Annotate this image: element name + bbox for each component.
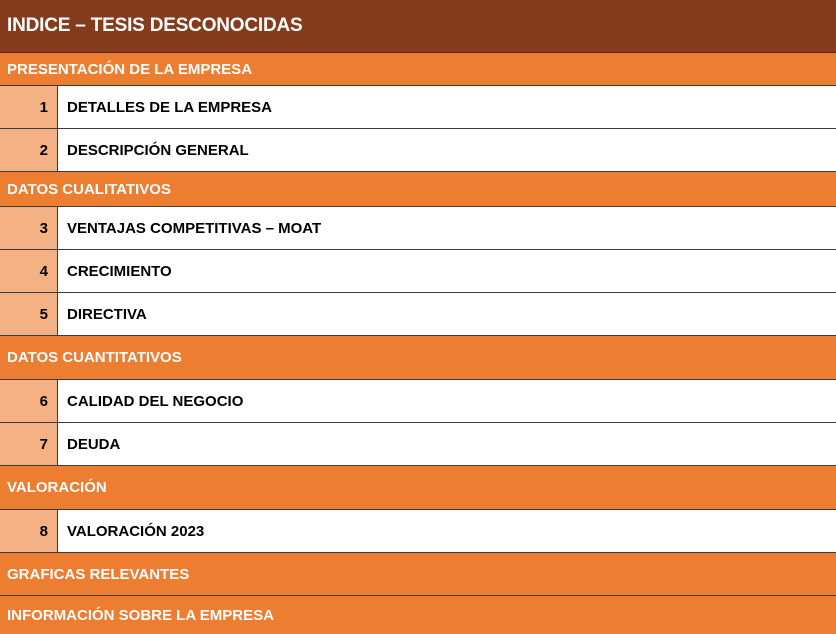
row-number: 3 xyxy=(0,207,58,249)
section-valoracion[interactable]: VALORACIÓN xyxy=(0,466,836,510)
index-row-4[interactable] xyxy=(0,250,836,293)
row-number: 6 xyxy=(0,380,58,422)
row-link-valoracion-2023[interactable]: VALORACIÓN 2023 xyxy=(58,510,836,552)
section-graficas[interactable]: GRAFICAS RELEVANTES xyxy=(0,553,836,596)
row-link-moat[interactable]: VENTAJAS COMPETITIVAS – MOAT xyxy=(58,207,836,249)
row-link-deuda[interactable]: DEUDA xyxy=(58,423,836,465)
row-number: 1 xyxy=(0,86,58,128)
row-link-calidad[interactable]: CALIDAD DEL NEGOCIO xyxy=(58,380,836,422)
row-number: 5 xyxy=(0,293,58,335)
row-link-detalles[interactable]: DETALLES DE LA EMPRESA xyxy=(58,86,836,128)
row-number: 7 xyxy=(0,423,58,465)
index-row-3[interactable] xyxy=(0,207,836,250)
index-row-5[interactable] xyxy=(0,293,836,336)
index-row-7[interactable] xyxy=(0,423,836,466)
row-number: 4 xyxy=(0,250,58,292)
row-link-crecimiento[interactable]: CRECIMIENTO xyxy=(58,250,836,292)
row-number: 2 xyxy=(0,129,58,171)
index-row-1[interactable] xyxy=(0,86,836,129)
row-link-directiva[interactable]: DIRECTIVA xyxy=(58,293,836,335)
row-link-descripcion[interactable]: DESCRIPCIÓN GENERAL xyxy=(58,129,836,171)
index-row-2[interactable] xyxy=(0,129,836,172)
row-number: 8 xyxy=(0,510,58,552)
section-cuantitativos[interactable]: DATOS CUANTITATIVOS xyxy=(0,336,836,380)
index-row-6[interactable] xyxy=(0,380,836,423)
index-title: INDICE – TESIS DESCONOCIDAS xyxy=(0,0,836,53)
section-presentacion[interactable]: PRESENTACIÓN DE LA EMPRESA xyxy=(0,53,836,86)
section-cualitativos[interactable]: DATOS CUALITATIVOS xyxy=(0,172,836,207)
section-informacion[interactable]: INFORMACIÓN SOBRE LA EMPRESA xyxy=(0,596,836,634)
index-row-8[interactable] xyxy=(0,510,836,553)
